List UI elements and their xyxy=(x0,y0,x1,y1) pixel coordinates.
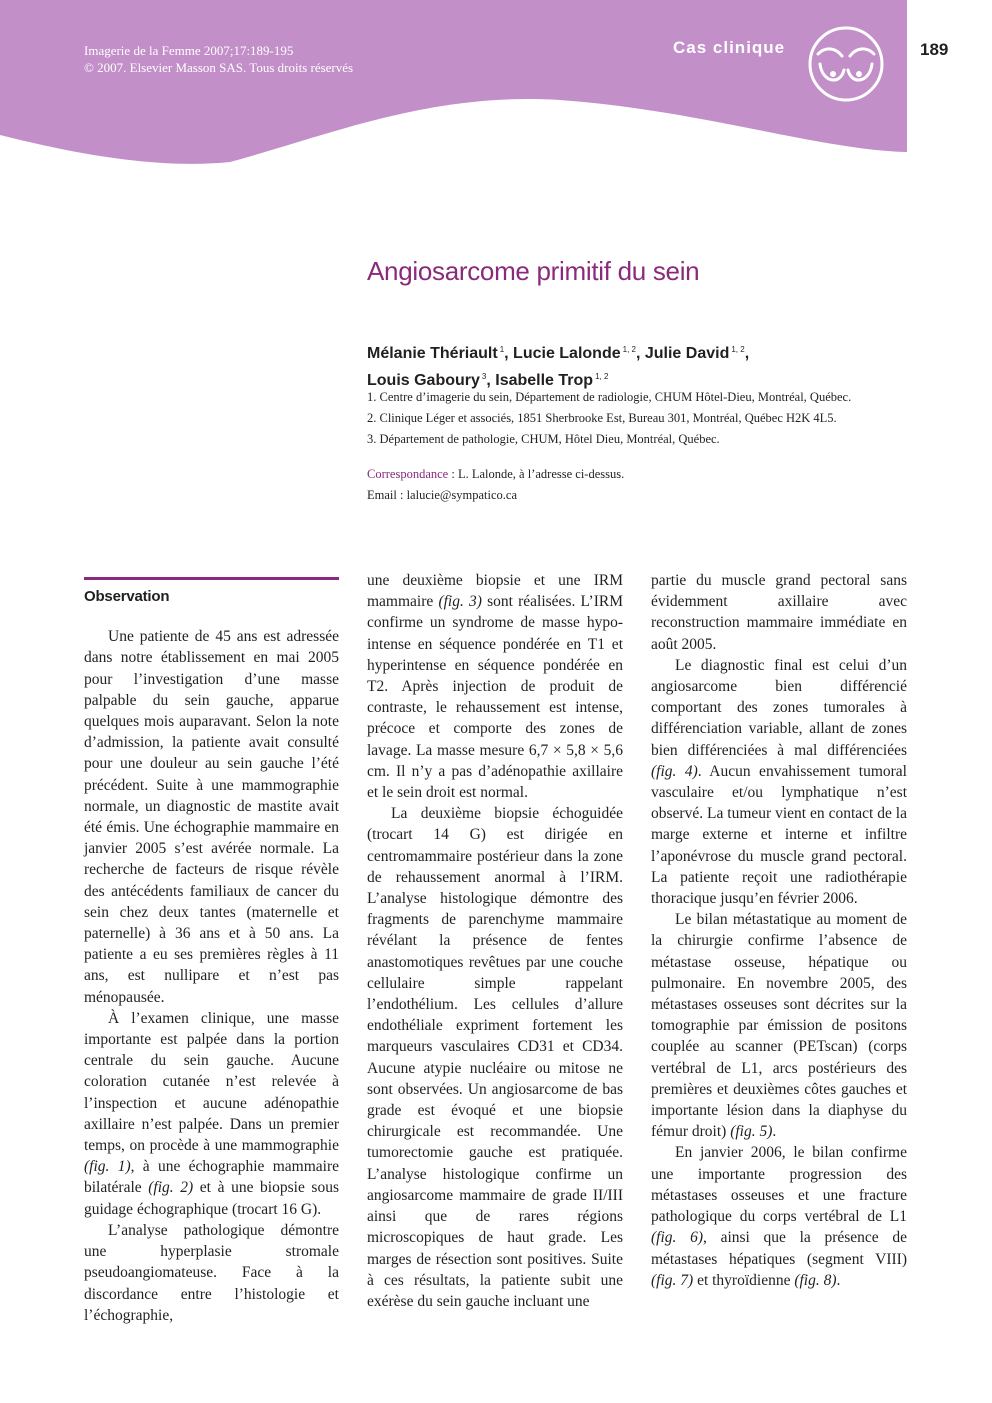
breast-logo-icon xyxy=(806,24,886,104)
figure-reference[interactable]: (fig. 5) xyxy=(730,1123,773,1141)
author-name: Lucie Lalonde xyxy=(513,345,621,362)
figure-reference[interactable]: (fig. 4) xyxy=(651,762,698,780)
figure-reference[interactable]: (fig. 1) xyxy=(84,1158,131,1176)
paragraph-text: , à une échographie mammaire bilatérale xyxy=(84,1158,339,1197)
paragraph xyxy=(651,570,907,655)
paragraph-text: L’analyse pathologique démontre une hyperplasie stromale pseudoangiomateuse. Face à la discordance entre l’histologie et l’échographie, xyxy=(84,1221,339,1324)
author-name: Julie David xyxy=(644,345,730,362)
text-column-2 xyxy=(367,570,623,1312)
paragraph-text: En janvier 2006, le bilan confirme une importante progression des métastases osseuses et une fracture pathologique du corps vertébral de L1 xyxy=(651,1144,907,1226)
paragraph-text: une deuxième biopsie et une IRM mammaire xyxy=(367,572,623,611)
text-column-3 xyxy=(651,570,907,1291)
author-list xyxy=(367,338,887,392)
figure-reference[interactable]: (fig. 3) xyxy=(438,593,482,611)
author-separator: , xyxy=(744,345,750,362)
author-name: Mélanie Thériault xyxy=(367,345,498,362)
paragraph xyxy=(367,803,623,1312)
author-separator: , xyxy=(486,372,496,389)
figure-reference[interactable]: (fig. 7) xyxy=(651,1271,694,1289)
journal-citation xyxy=(84,42,353,76)
paragraph-text: partie du muscle grand pectoral sans évidemment axillaire avec reconstruction mammaire immédiate en août 2005. xyxy=(651,572,907,653)
correspondence-line xyxy=(367,464,927,485)
section-label: Cas clinique xyxy=(673,38,786,57)
paragraph-text: . xyxy=(772,1123,777,1141)
paragraph-text: La deuxième biopsie échoguidée (trocart 14 G) est dirigée en centromammaire postérieur dans la zone de rehaussement anormal à l’IRM. L’analyse histologique démontre des fragments de parenchyme mammaire révélant la présence de fentes anastomotiques revêtues par une couche cellulaire simple rappelant l’endothélium. Les cellules d’allure endothéliale expriment fortement les marqueurs vasculaires CD31 et CD34. Aucune atypie nucléaire ou mitose ne sont observées. Un angiosarcome de bas grade est évoqué et une biopsie chirurgicale est recommandée. Une tumorectomie gauche est pratiquée. L’analyse histologique confirme un angiosarcome mammaire de grade II/III ainsi que de rares régions microscopiques de haut grade. Les marges de résection sont positives. Suite à ces résultats, la patiente subit une exérèse du sein gauche incluant une xyxy=(367,805,623,1310)
author-separator: , xyxy=(504,345,514,362)
author-affiliation-mark: 1, 2 xyxy=(622,345,636,354)
correspondence-block xyxy=(367,464,927,506)
paragraph xyxy=(367,570,623,803)
paragraph-text: , ainsi que la présence de métastases hépatiques (segment VIII) xyxy=(651,1229,907,1268)
affiliation: 3. Département de pathologie, CHUM, Hôtel Dieu, Montréal, Québec. xyxy=(367,432,720,446)
author-affiliation-mark: 1, 2 xyxy=(731,345,745,354)
author-affiliation-mark: 3 xyxy=(481,372,487,381)
paragraph xyxy=(651,1142,907,1290)
paragraph-text: Le diagnostic final est celui d’un angiosarcome bien différencié comportant des zones tumorales à différenciation variable, allant de zones bien différenciées à mal différenciées xyxy=(651,656,907,759)
page-number: 189 xyxy=(920,40,949,59)
paragraph xyxy=(651,655,907,909)
author-name: Isabelle Trop xyxy=(495,372,594,389)
correspondence-label: Correspondance xyxy=(367,467,449,481)
section-heading: Observation xyxy=(84,588,170,605)
paragraph xyxy=(84,1008,339,1220)
figure-reference[interactable]: (fig. 8) xyxy=(794,1271,837,1289)
author-name: Louis Gaboury xyxy=(367,372,480,389)
figure-reference[interactable]: (fig. 6) xyxy=(651,1229,703,1247)
paragraph-text: Le bilan métastatique au moment de la chirurgie confirme l’absence de métastase osseuse, hépatique ou pulmonaire. En novembre 2005, des métastases osseuses sont décrites sur la tomographie par émission de positons couplée au scanner (PETscan) (corps vertébral de L1, arcs postérieurs des premières et deuxièmes côtes gauches et importante lésion dans la diaphyse du fémur droit) xyxy=(651,911,907,1141)
affiliation-list xyxy=(367,387,927,450)
affiliation: 1. Centre d’imagerie du sein, Département de radiologie, CHUM Hôtel-Dieu, Montréal, Québec. xyxy=(367,390,852,404)
figure-reference[interactable]: (fig. 2) xyxy=(148,1179,194,1197)
correspondence-text: : L. Lalonde, à l’adresse ci-dessus. xyxy=(448,467,625,481)
article-title: Angiosarcome primitif du sein xyxy=(367,256,700,286)
paragraph xyxy=(84,1220,339,1326)
paragraph-text: À l’examen clinique, une masse importante est palpée dans la portion centrale du sein gauche. Aucune coloration cutanée n’est relevée à l’inspection et aucune adénopathie axillaire n’est palpée. Dans un premier temps, on procède à une mammographie xyxy=(84,1009,339,1155)
paragraph xyxy=(84,626,339,1008)
paragraph-text: sont réalisées. L’IRM confirme un syndrome de masse hypo-intense en séquence pondérée en T1 et hyperintense en séquence pondérée en T2. Après injection de produit de contraste, le rehaussement est intense, précoce et comporte des zones de lavage. La masse mesure 6,7 × 5,8 × 5,6 cm. Il n’y a pas d’adénopathie axillaire et le sein droit est normal. xyxy=(367,593,624,802)
author-affiliation-mark: 1, 2 xyxy=(595,372,609,381)
section-rule xyxy=(84,577,339,580)
affiliation: 2. Clinique Léger et associés, 1851 Sherbrooke Est, Bureau 301, Montréal, Québec H2K 4L5. xyxy=(367,411,837,425)
journal-line-2: © 2007. Elsevier Masson SAS. Tous droits réservés xyxy=(84,60,354,75)
paragraph xyxy=(651,909,907,1142)
paragraph-text: . xyxy=(836,1271,841,1289)
journal-line-1: Imagerie de la Femme 2007;17:189-195 xyxy=(84,43,294,58)
paragraph-text: Une patiente de 45 ans est adressée dans notre établissement en mai 2005 pour l’investigation d’une masse palpable du sein gauche, apparue quelques mois auparavant. Selon la note d’admission, la patiente avait consulté pour une douleur au sein gauche l’été précédent. Suite à une mammographie normale, un diagnostic de mastite avait été émis. Une échographie mammaire en janvier 2005 s’est avérée normale. La recherche de facteurs de risque révèle des antécédents familiaux de cancer du sein chez deux tantes (maternelle et paternelle) à 36 ans et à 50 ans. La patiente a eu ses premières règles à 11 ans, est nullipare et n’est pas ménopausée. xyxy=(84,628,339,1006)
text-column-1 xyxy=(84,570,339,1326)
paragraph-text: . Aucun envahissement tumoral vasculaire et/ou lymphatique n’est observé. La tumeur vient en contact de la marge externe et interne et infiltre l’aponévrose du muscle grand pectoral. La patiente reçoit une radiothérapie thoracique jusqu’en février 2006. xyxy=(651,762,907,908)
email-line[interactable]: Email : lalucie@sympatico.ca xyxy=(367,488,517,502)
paragraph-text: et thyroïdienne xyxy=(693,1271,795,1289)
author-affiliation-mark: 1 xyxy=(499,345,505,354)
paragraph-text: et à une biopsie sous guidage échographique (trocart 16 G). xyxy=(84,1179,339,1218)
author-separator: , xyxy=(635,345,645,362)
header-band xyxy=(0,0,907,165)
